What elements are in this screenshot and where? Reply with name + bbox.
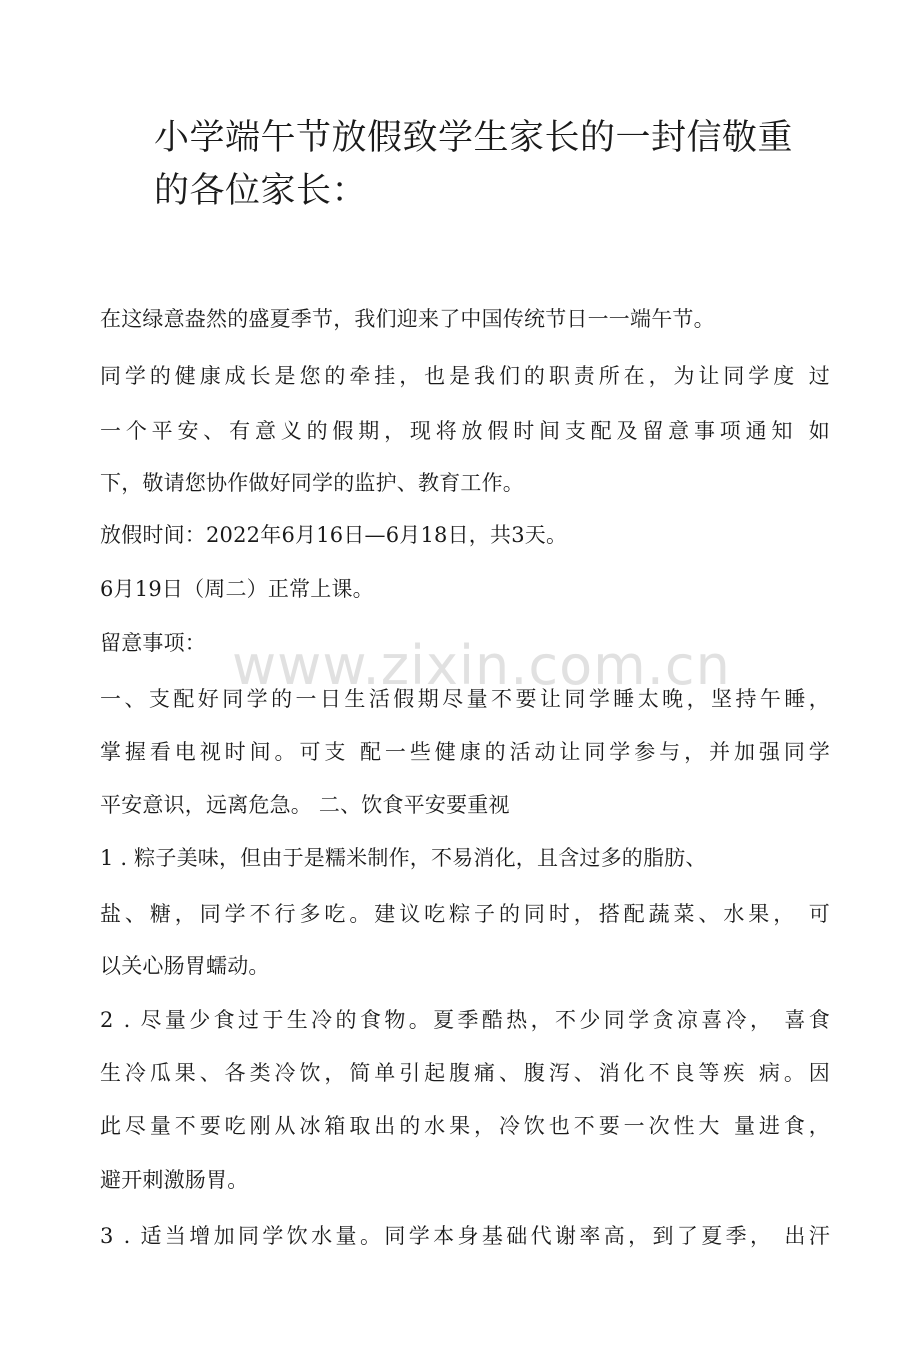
body-line: 掌握看电视时间。可支 配一些健康的活动让同学参与，并加强同学 bbox=[100, 740, 830, 764]
watermark: www.zixin.com.cn bbox=[232, 634, 731, 697]
title-line: 小学端午节放假致学生家长的一封信敬重 bbox=[154, 118, 794, 158]
body-line: 2 . 尽量少食过于生冷的食物。夏季酷热，不少同学贪凉喜冷， 喜食 bbox=[100, 1008, 830, 1032]
title-line: 的各位家长： bbox=[154, 171, 368, 211]
body-line: 3 . 适当增加同学饮水量。同学本身基础代谢率高，到了夏季， 出汗 bbox=[100, 1224, 830, 1248]
body-line: 此尽量不要吃刚从冰箱取出的水果，冷饮也不要一次性大 量进食， bbox=[100, 1114, 830, 1138]
body-line: 下，敬请您协作做好同学的监护、教育工作。 bbox=[100, 471, 524, 495]
body-line: 在这绿意盎然的盛夏季节，我们迎来了中国传统节日一一端午节。 bbox=[100, 307, 715, 331]
body-line: 盐、糖，同学不行多吃。建议吃粽子的同时，搭配蔬菜、水果， 可 bbox=[100, 902, 830, 926]
body-line: 避开刺激肠胃。 bbox=[100, 1168, 249, 1192]
body-line: 一、支配好同学的一日生活假期尽量不要让同学睡太晚，坚持午睡， bbox=[100, 687, 830, 711]
document-title bbox=[154, 112, 834, 218]
body-line: 放假时间：2022年6月16日—6月18日，共3天。 bbox=[100, 523, 568, 547]
body-line: 以关心肠胃蠕动。 bbox=[100, 954, 270, 978]
body-line: 同学的健康成长是您的牵挂，也是我们的职责所在，为让同学度 过 bbox=[100, 364, 830, 388]
body-line: 6月19日（周二）正常上课。 bbox=[100, 577, 374, 601]
body-line: 一个平安、有意义的假期，现将放假时间支配及留意事项通知 如 bbox=[100, 419, 830, 443]
body-line: 留意事项： bbox=[100, 631, 206, 655]
body-line: 平安意识，远离危急。 二、饮食平安要重视 bbox=[100, 793, 510, 817]
body-line: 生冷瓜果、各类冷饮，简单引起腹痛、腹泻、消化不良等疾 病。因 bbox=[100, 1061, 830, 1085]
body-line: 1 . 粽子美味，但由于是糯米制作，不易消化，且含过多的脂肪、 bbox=[100, 846, 707, 870]
